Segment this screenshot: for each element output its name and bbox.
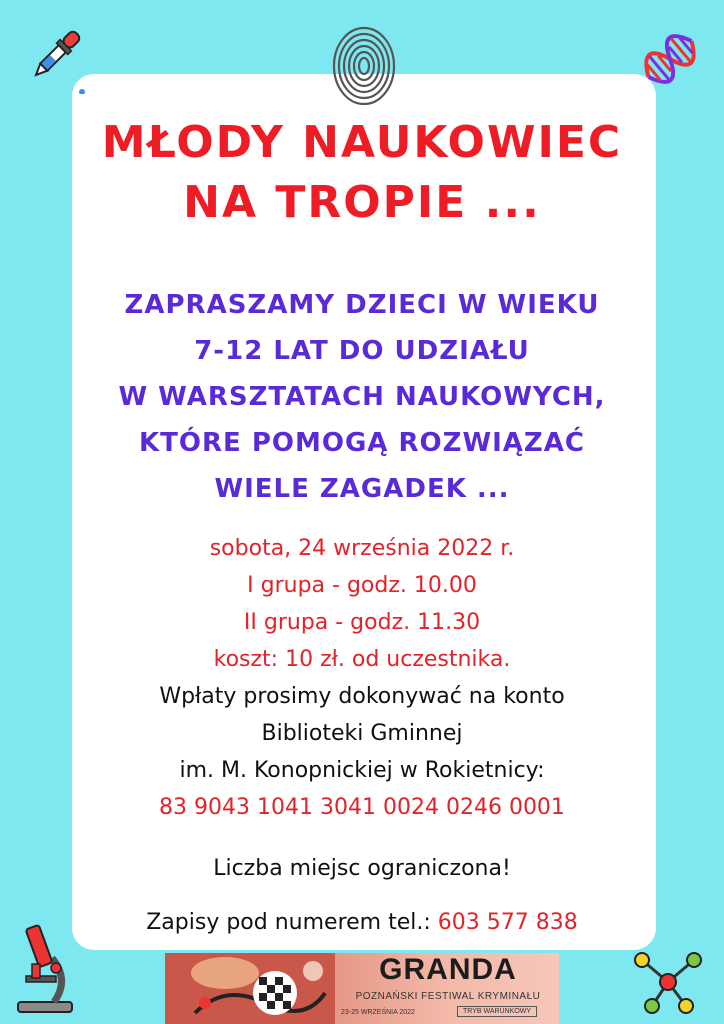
- poster-title-line2: NA TROPIE ...: [183, 177, 541, 228]
- poster-title-line1: MŁODY NAUKOWIEC: [101, 117, 623, 168]
- limited-places: Liczba miejsc ograniczona!: [213, 856, 511, 881]
- participation-cost: koszt: 10 zł. od uczestnika.: [213, 647, 511, 672]
- signup-info: [0, 904, 724, 941]
- fingerprint-icon: [330, 24, 398, 108]
- festival-name: GRANDA: [379, 953, 517, 986]
- granda-festival-banner: [165, 953, 559, 1024]
- payment-line1: Wpłaty prosimy dokonywać na konto: [159, 684, 565, 709]
- invitation-line2: 7-12 LAT DO UDZIAŁU: [194, 336, 530, 366]
- signup-phone: 603 577 838: [437, 910, 578, 935]
- festival-art-illustration: [165, 953, 335, 1024]
- festival-mode-badge: TRYB WARUNKOWY: [457, 1006, 537, 1017]
- festival-dates: 23-25 WRZEŚNIA 2022: [341, 1009, 415, 1016]
- group2-time: II grupa - godz. 11.30: [243, 610, 481, 635]
- invitation-line5: WIELE ZAGADEK ...: [214, 474, 510, 504]
- group1-time: I grupa - godz. 10.00: [247, 573, 477, 598]
- payment-line2: Biblioteki Gminnej: [261, 721, 463, 746]
- payment-line3: im. M. Konopnickiej w Rokietnicy:: [179, 758, 545, 783]
- festival-subtitle: POZNAŃSKI FESTIWAL KRYMINAŁU: [355, 991, 541, 1002]
- molecule-icon: [630, 948, 706, 1016]
- invitation-line4: KTÓRE POMOGĄ ROZWIĄZAĆ: [139, 428, 585, 458]
- dna-icon: [632, 22, 708, 96]
- invitation-line3: W WARSZTATACH NAUKOWYCH,: [118, 382, 606, 412]
- invitation-line1: ZAPRASZAMY DZIECI W WIEKU: [124, 290, 600, 320]
- signup-label: Zapisy pod numerem tel.:: [146, 910, 431, 935]
- microscope-icon: [12, 920, 78, 1016]
- event-date: sobota, 24 września 2022 r.: [209, 536, 515, 561]
- pipette-icon: [18, 22, 88, 94]
- bank-account: 83 9043 1041 3041 0024 0246 0001: [159, 795, 565, 820]
